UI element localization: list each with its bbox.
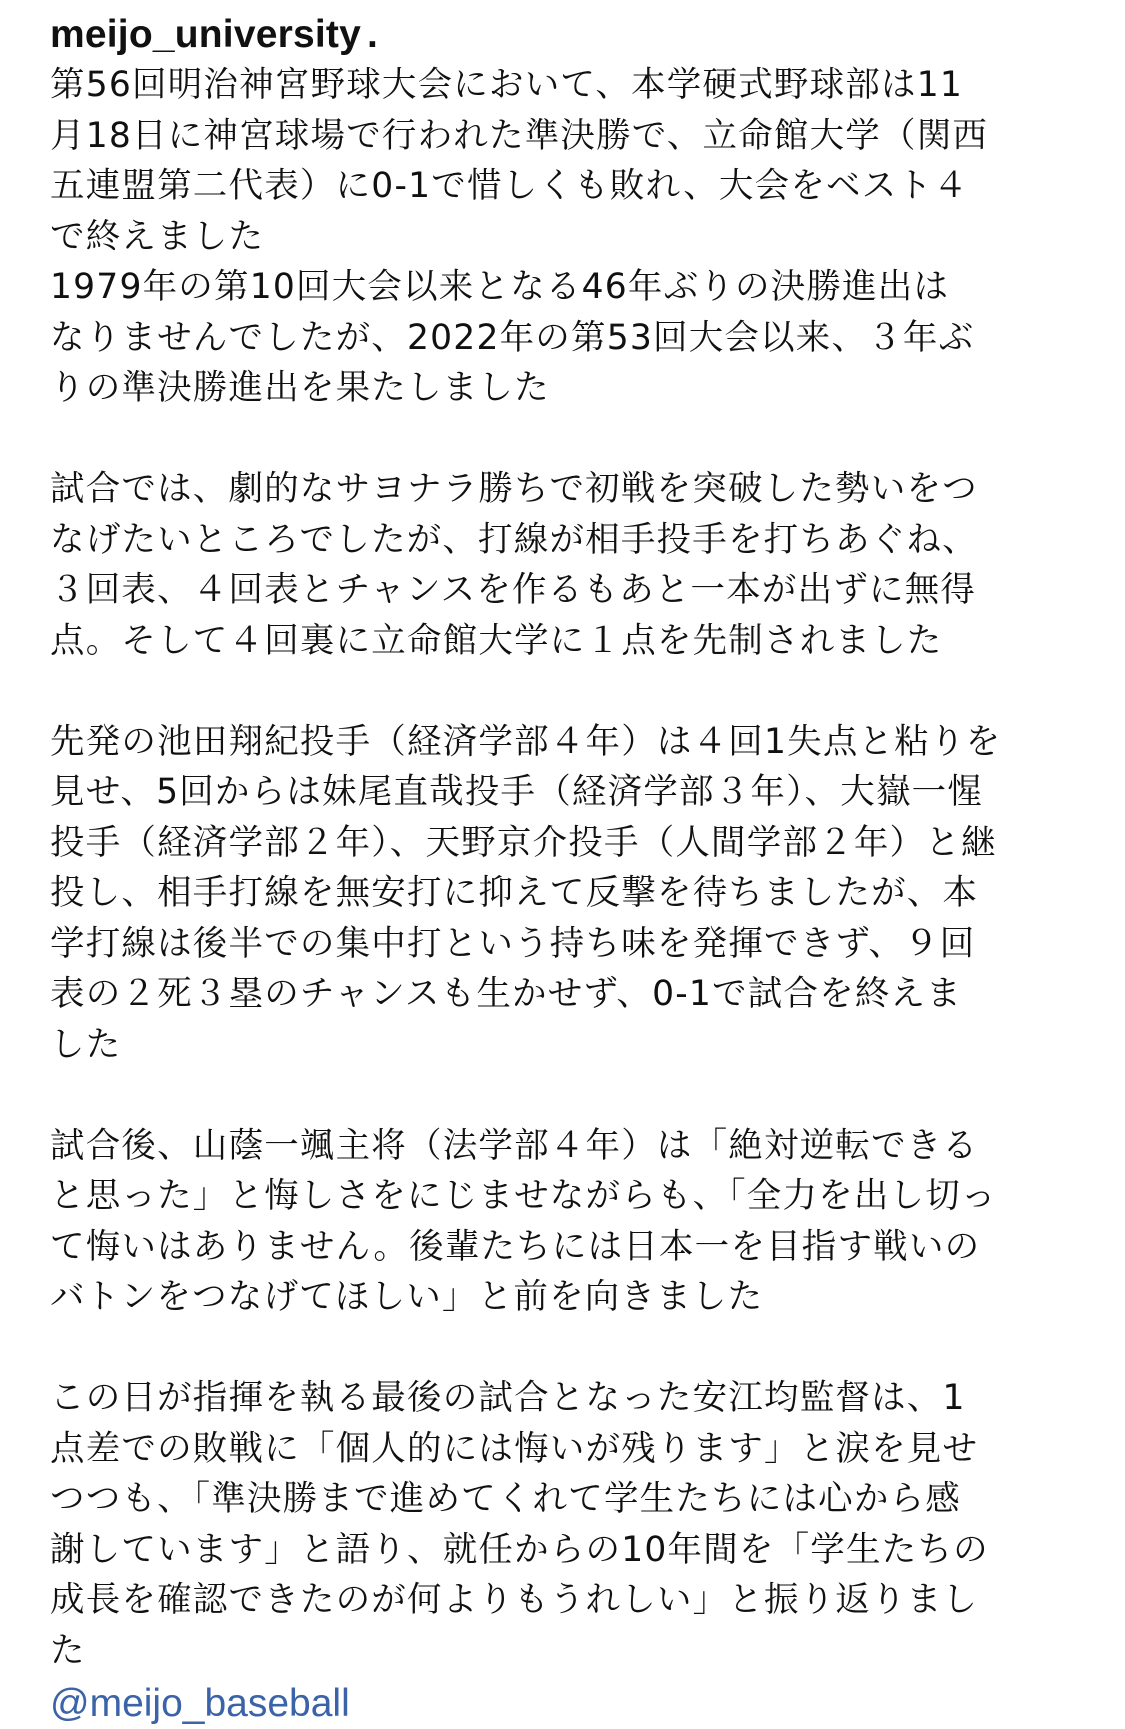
post-caption (50, 10, 1080, 1729)
username-row (50, 10, 1080, 60)
caption-paragraph-4: 試合後、山蔭一颯主将（法学部４年）は「絶対逆転できる と思った」と悔しさをにじませながらも、「全力を出し切っ て悔いはありません。後輩たちには日本一を目指す戦いの バトンをつなげてほしい」と前を向きました (50, 1125, 997, 1317)
mention-link[interactable]: @meijo_baseball (50, 1682, 350, 1725)
caption-paragraph-5: この日が指揮を執る最後の試合となった安江均監督は、1 点差での敗戦に「個人的には悔いが残ります」と涙を見せ つつも、「準決勝まで進めてくれて学生たちには心から感 謝しています」と語り、就任からの10年間を「学生たちの 成長を確認できたのが何よりもうれしい」と振り返りまし た (50, 1378, 989, 1671)
username-link[interactable]: meijo_university (50, 13, 361, 56)
caption-paragraph-1: 第56回明治神宮野球大会において、本学硬式野球部は11 月18日に神宮球場で行われた準決勝で、立命館大学（関西 五連盟第二代表）に0-1で惜しくも敗れ、大会をベスト４ で終えました 1979年の第10回大会以来となる46年ぶりの決勝進出は なりませんでしたが、2022年の第53回大会以来、３年ぶ りの準決勝進出を果たしました (50, 65, 989, 408)
caption-paragraph-3: 先発の池田翔紀投手（経済学部４年）は４回1失点と粘りを 見せ、5回からは妹尾直哉投手（経済学部３年）、大嶽一惺 投手（経済学部２年）、天野京介投手（人間学部２年）と継 投し、相手打線を無安打に抑えて反撃を待ちましたが、本 学打線は後半での集中打という持ち味を発揮できず、９回 表の２死３塁のチャンスも生かせず、0-1で試合を終えま した (50, 721, 1002, 1065)
username-suffix: . (367, 13, 379, 56)
caption-paragraph-2: 試合では、劇的なサヨナラ勝ちで初戦を突破した勢いをつ なげたいところでしたが、打線が相手投手を打ちあぐね、 ３回表、４回表とチャンスを作るもあと一本が出ずに無得 点。そして４回裏に立命館大学に１点を先制されました (50, 469, 978, 661)
